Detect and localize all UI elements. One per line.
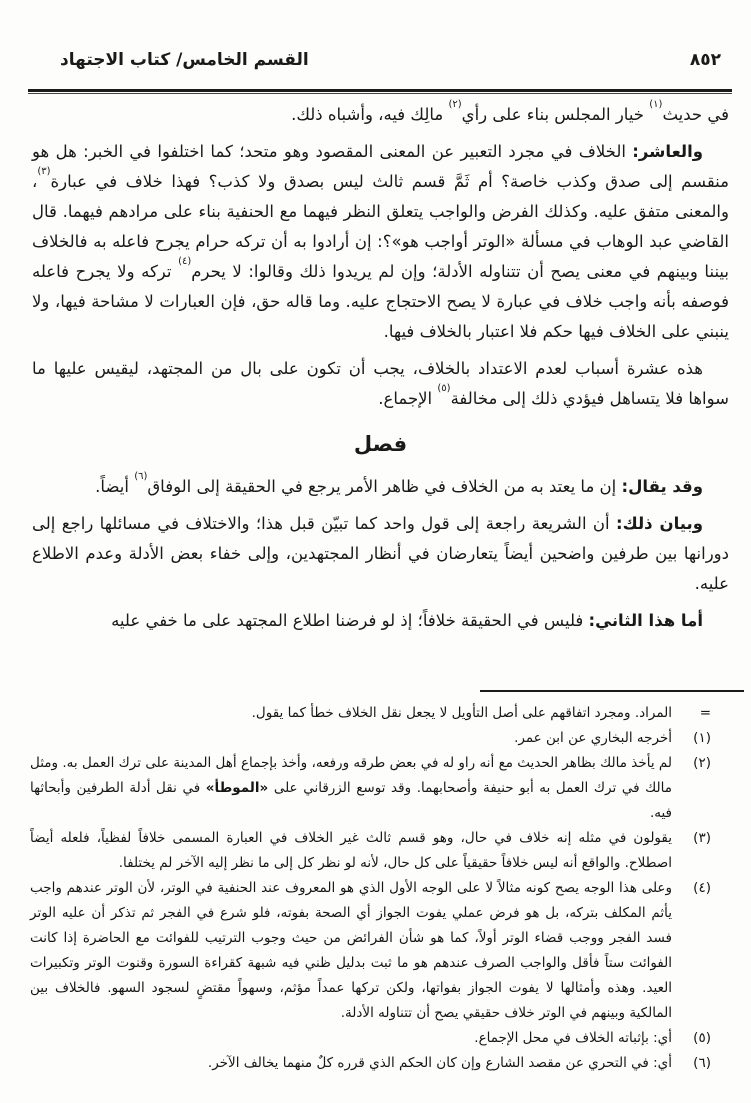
paragraph-amma-thani bbox=[32, 606, 729, 636]
page-header bbox=[60, 50, 721, 70]
footnote-1 bbox=[30, 726, 711, 751]
text-run: تركه ولا يجرح فاعله فوصفه بأنه واجب خلاف في عبارة لا يصح الاحتجاج عليه. وما قاله حق، فإن العبارات لا مشاحة فيها، ولا ينبني على الخلاف فيها حكم فلا اعتبار بالخلاف فيها. bbox=[32, 262, 729, 341]
footnote-5 bbox=[30, 1026, 711, 1051]
footnote-marker: (٦) bbox=[693, 1055, 711, 1071]
footnote-marker: (٥) bbox=[693, 1030, 711, 1046]
footnotes-block bbox=[30, 701, 711, 1076]
footnote-ref-4: (٤) bbox=[178, 255, 192, 267]
footnote-text: أي: بإثباته الخلاف في محل الإجماع. bbox=[474, 1030, 672, 1046]
footnote-text: أي: في التحري عن مقصد الشارع وإن كان الحكم الذي قرره كلٌ منهما يخالف الآخر. bbox=[207, 1055, 672, 1071]
page-number: ٨٥٢ bbox=[689, 50, 721, 70]
book-title-muwatta: «الموطأ» bbox=[205, 780, 269, 796]
paragraph-lead: والعاشر: bbox=[632, 142, 703, 161]
text-run: هذه عشرة أسباب لعدم الاعتداد بالخلاف، يجب أن تكون على بال من المجتهد، ليقيس عليها ما سواها فلا يتساهل فيؤدي ذلك إلى مخالفة bbox=[32, 359, 729, 408]
footnote-3 bbox=[30, 826, 711, 876]
footnote-marker: (٣) bbox=[693, 830, 711, 846]
body-text bbox=[32, 100, 729, 643]
text-run: الخلاف في مجرد التعبير عن المعنى المقصود وهو متحد؛ كما اختلفوا في الخبر: هل هو منقسم إلى صدق وكذب خاصة؟ أم ثَمَّ قسم ثالث ليس بصدق ولا كذب؟ فهذا خلاف في عبارة bbox=[32, 142, 729, 191]
paragraph-bayan bbox=[32, 509, 729, 599]
paragraph-qad-yuqal bbox=[32, 472, 729, 502]
paragraph-hadith bbox=[32, 100, 729, 130]
paragraph-summary bbox=[32, 354, 729, 414]
footnote-marker: (١) bbox=[693, 730, 711, 746]
footnote-text: المراد. ومجرد اتفاقهم على أصل التأويل لا يجعل نقل الخلاف خطأ كما يقول. bbox=[251, 705, 672, 721]
text-run: خيار المجلس بناء على رأي bbox=[461, 105, 650, 124]
paragraph-tenth bbox=[32, 137, 729, 347]
footnote-text: وعلى هذا الوجه يصح كونه مثالاً لا على الوجه الأول الذي هو المعروف عند الحنفية في الوتر، لأن الوتر عندهم واجب يأثم المكلف بتركه، بل هو فرض عملي يفوت الجواز أي الصحة بفوته، فلو شرع في الفجر ثم تذكر أن عليه الوتر فسد الفجر ووجب قضاء الوتر أولاً، كما هو شأن الفرائض من حيث وجوب الترتيب للفوائت مع الحاضرة إذا كانت الفوائت ستاً فأقل والواجب الصرف عندهم هو ما ثبت بدليل ظني فيه شبهة كقراءة السورة وقنوت الوتر وتكبيرات العيد. وهذه وأمثالها لا يفوت الجواز بفواتها، ولكن تركها عمداً مؤثم، وسهواً مقتضٍ لسجود السهو. فالخلاف بين المالكية وبينهم في الوتر خلاف حقيقي يصح أن تتناوله الأدلة. bbox=[30, 880, 672, 1021]
footnote-ref-5: (٥) bbox=[437, 382, 451, 394]
footnote-2 bbox=[30, 751, 711, 826]
paragraph-lead: وبيان ذلك: bbox=[616, 514, 703, 533]
text-run: الإجماع. bbox=[378, 389, 438, 408]
section-heading-fasl: فصل bbox=[353, 432, 408, 456]
footnote-marker-equals: = bbox=[699, 705, 711, 721]
footnote-ref-6: (٦) bbox=[134, 470, 148, 482]
running-head: القسم الخامس/ كتاب الاجتهاد bbox=[60, 50, 309, 70]
footnote-divider bbox=[480, 690, 744, 692]
footnote-text: أخرجه البخاري عن ابن عمر. bbox=[514, 730, 672, 746]
footnote-ref-2: (٢) bbox=[448, 98, 462, 110]
footnote-text bbox=[30, 751, 672, 826]
paragraph-lead: وقد يقال: bbox=[621, 477, 703, 496]
footnote-text: يقولون في مثله إنه خلاف في حال، وهو قسم ثالث غير الخلاف في العبارة المسمى خلافاً لفظياً، فلعله أيضاً اصطلاح. والواقع أنه ليس خلافاً حقيقياً على كل حال، لأنه لو نظر كل إلى ما نظر إليه الآخر لم يختلفا. bbox=[30, 830, 672, 871]
text-run: ، والمعنى متفق عليه. وكذلك الفرض والواجب يتعلق النظر فيهما مع الحنفية بناء على مرادهم فيهما. قال القاضي عبد الوهاب في مسألة «الوتر أواجب هو»؟: إن أرادوا به أن تركه حرام يجرح فاعله به فالخلاف بيننا وبينهم في معنى يصح أن تتناوله الأدلة؛ وإن لم يريدوا ذلك وقالوا: لا يحرم bbox=[32, 172, 729, 281]
text-run: في نقل أدلة الطرفين وأبحاثها فيه. bbox=[30, 780, 672, 821]
text-run: لم يأخذ مالك بظاهر الحديث مع أنه راو له في بعض طرقه ورفعه، وأخذ بإجماع أهل المدينة على ترك العمل به. ومثل مالك في ترك العمل به أبو حنيفة وأصحابهما. وقد توسع الزرقاني على bbox=[30, 755, 672, 796]
paragraph-lead: أما هذا الثاني: bbox=[588, 611, 703, 630]
footnote-6 bbox=[30, 1051, 711, 1076]
footnote-4 bbox=[30, 876, 711, 1026]
text-run: أن الشريعة راجعة إلى قول واحد كما تبيّن قبل هذا؛ والاختلاف في مسائلها راجع إلى دورانها بين طرفين واضحين أيضاً يتعارضان في أنظار المجتهدين، وإلى خفاء بعض الأدلة وعدم الاطلاع عليه. bbox=[32, 514, 729, 593]
text-run: إن ما يعتد به من الخلاف في ظاهر الأمر يرجع في الحقيقة إلى الوفاق bbox=[147, 477, 622, 496]
footnote-marker: (٤) bbox=[693, 880, 711, 896]
footnote-ref-3: (٣) bbox=[37, 165, 51, 177]
footnote-marker: (٢) bbox=[693, 755, 711, 771]
footnote-continuation bbox=[30, 701, 711, 726]
text-run: فليس في الحقيقة خلافاً؛ إذ لو فرضنا اطلاع المجتهد على ما خفي عليه bbox=[111, 611, 589, 630]
footnote-ref-1: (١) bbox=[649, 98, 663, 110]
header-divider bbox=[28, 89, 732, 94]
text-run: في حديث bbox=[662, 105, 729, 124]
text-run: أيضاً. bbox=[95, 477, 135, 496]
text-run: مالِك فيه، وأشباه ذلك. bbox=[291, 105, 449, 124]
